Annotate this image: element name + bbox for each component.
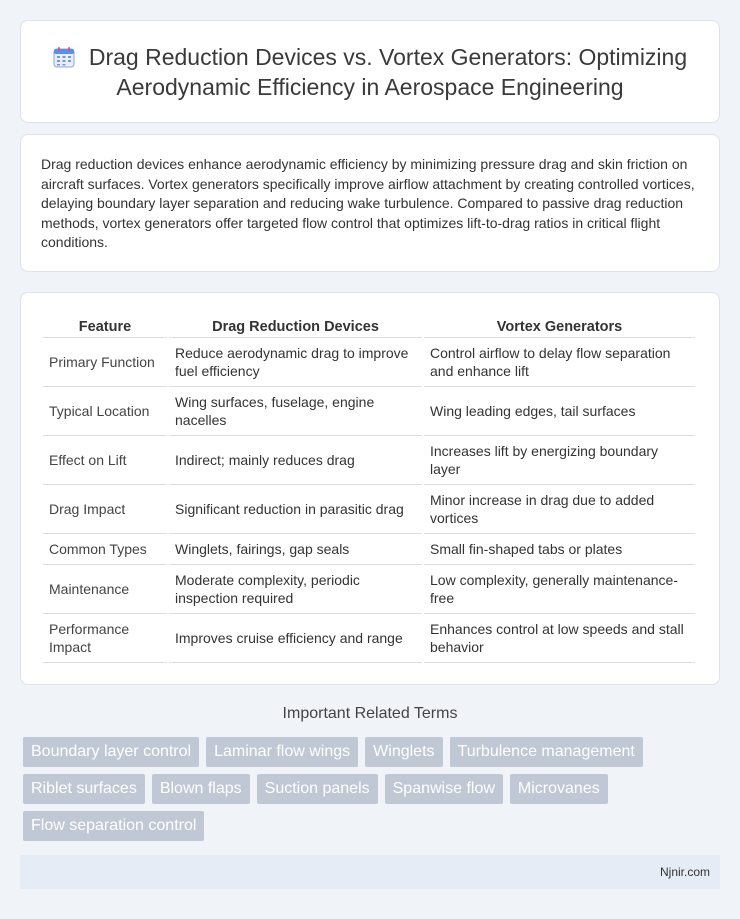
drag-device-cell: Improves cruise efficiency and range — [169, 614, 422, 663]
feature-cell: Effect on Lift — [43, 436, 167, 485]
related-term-tag[interactable]: Suction panels — [257, 774, 378, 804]
table-row — [43, 436, 695, 485]
drag-device-cell: Winglets, fairings, gap seals — [169, 534, 422, 565]
table-row — [43, 485, 695, 534]
page-title-text: Drag Reduction Devices vs. Vortex Generators: Optimizing Aerodynamic Efficiency in Aerospace Engineering — [88, 43, 688, 100]
related-term-tag[interactable]: Blown flaps — [152, 774, 250, 804]
footer-site-link[interactable]: Njnir.com — [659, 865, 710, 879]
intro-card — [20, 134, 720, 272]
related-term-tag[interactable]: Winglets — [365, 737, 442, 767]
vortex-generator-cell: Enhances control at low speeds and stall behavior — [424, 614, 695, 663]
feature-cell: Performance Impact — [43, 614, 167, 663]
related-term-tag[interactable]: Flow separation control — [23, 811, 204, 841]
related-term-tag[interactable]: Turbulence management — [450, 737, 643, 767]
table-header-row — [43, 311, 695, 338]
vortex-generator-cell: Minor increase in drag due to added vortices — [424, 485, 695, 534]
drag-device-cell: Moderate complexity, periodic inspection required — [169, 565, 422, 614]
title-card — [20, 20, 720, 123]
page-title — [21, 42, 719, 102]
related-terms-heading: Important Related Terms — [282, 705, 458, 722]
table-row — [43, 614, 695, 663]
calendar-icon — [53, 46, 75, 68]
vortex-generator-cell: Wing leading edges, tail surfaces — [424, 387, 695, 436]
feature-cell: Drag Impact — [43, 485, 167, 534]
related-terms-list — [23, 737, 723, 841]
related-term-tag[interactable]: Riblet surfaces — [23, 774, 145, 804]
feature-cell: Typical Location — [43, 387, 167, 436]
table-row — [43, 565, 695, 614]
feature-cell: Primary Function — [43, 338, 167, 387]
comparison-table — [41, 311, 697, 663]
comparison-table-card — [20, 292, 720, 685]
vortex-generator-cell: Control airflow to delay flow separation and enhance lift — [424, 338, 695, 387]
table-row — [43, 338, 695, 387]
drag-device-cell: Wing surfaces, fuselage, engine nacelles — [169, 387, 422, 436]
header-drag-reduction-devices: Drag Reduction Devices — [169, 311, 422, 338]
drag-device-cell: Indirect; mainly reduces drag — [169, 436, 422, 485]
vortex-generator-cell: Low complexity, generally maintenance-free — [424, 565, 695, 614]
related-term-tag[interactable]: Spanwise flow — [385, 774, 503, 804]
related-term-tag[interactable]: Microvanes — [510, 774, 608, 804]
vortex-generator-cell: Small fin-shaped tabs or plates — [424, 534, 695, 565]
drag-device-cell: Significant reduction in parasitic drag — [169, 485, 422, 534]
footer — [20, 855, 720, 889]
header-feature: Feature — [43, 311, 167, 338]
table-row — [43, 387, 695, 436]
feature-cell: Maintenance — [43, 565, 167, 614]
intro-paragraph: Drag reduction devices enhance aerodynamic efficiency by minimizing pressure drag and skin friction on aircraft surfaces. Vortex generators specifically improve airflow attachment by creating controlled vortices, delaying boundary layer separation and reducing wake turbulence. Compared to passive drag reduction methods, vortex generators offer targeted flow control that optimizes lift-to-drag ratios in critical flight conditions. — [41, 156, 695, 251]
related-term-tag[interactable]: Laminar flow wings — [206, 737, 358, 767]
related-term-tag[interactable]: Boundary layer control — [23, 737, 199, 767]
vortex-generator-cell: Increases lift by energizing boundary layer — [424, 436, 695, 485]
feature-cell: Common Types — [43, 534, 167, 565]
table-row — [43, 534, 695, 565]
header-vortex-generators: Vortex Generators — [424, 311, 695, 338]
drag-device-cell: Reduce aerodynamic drag to improve fuel efficiency — [169, 338, 422, 387]
